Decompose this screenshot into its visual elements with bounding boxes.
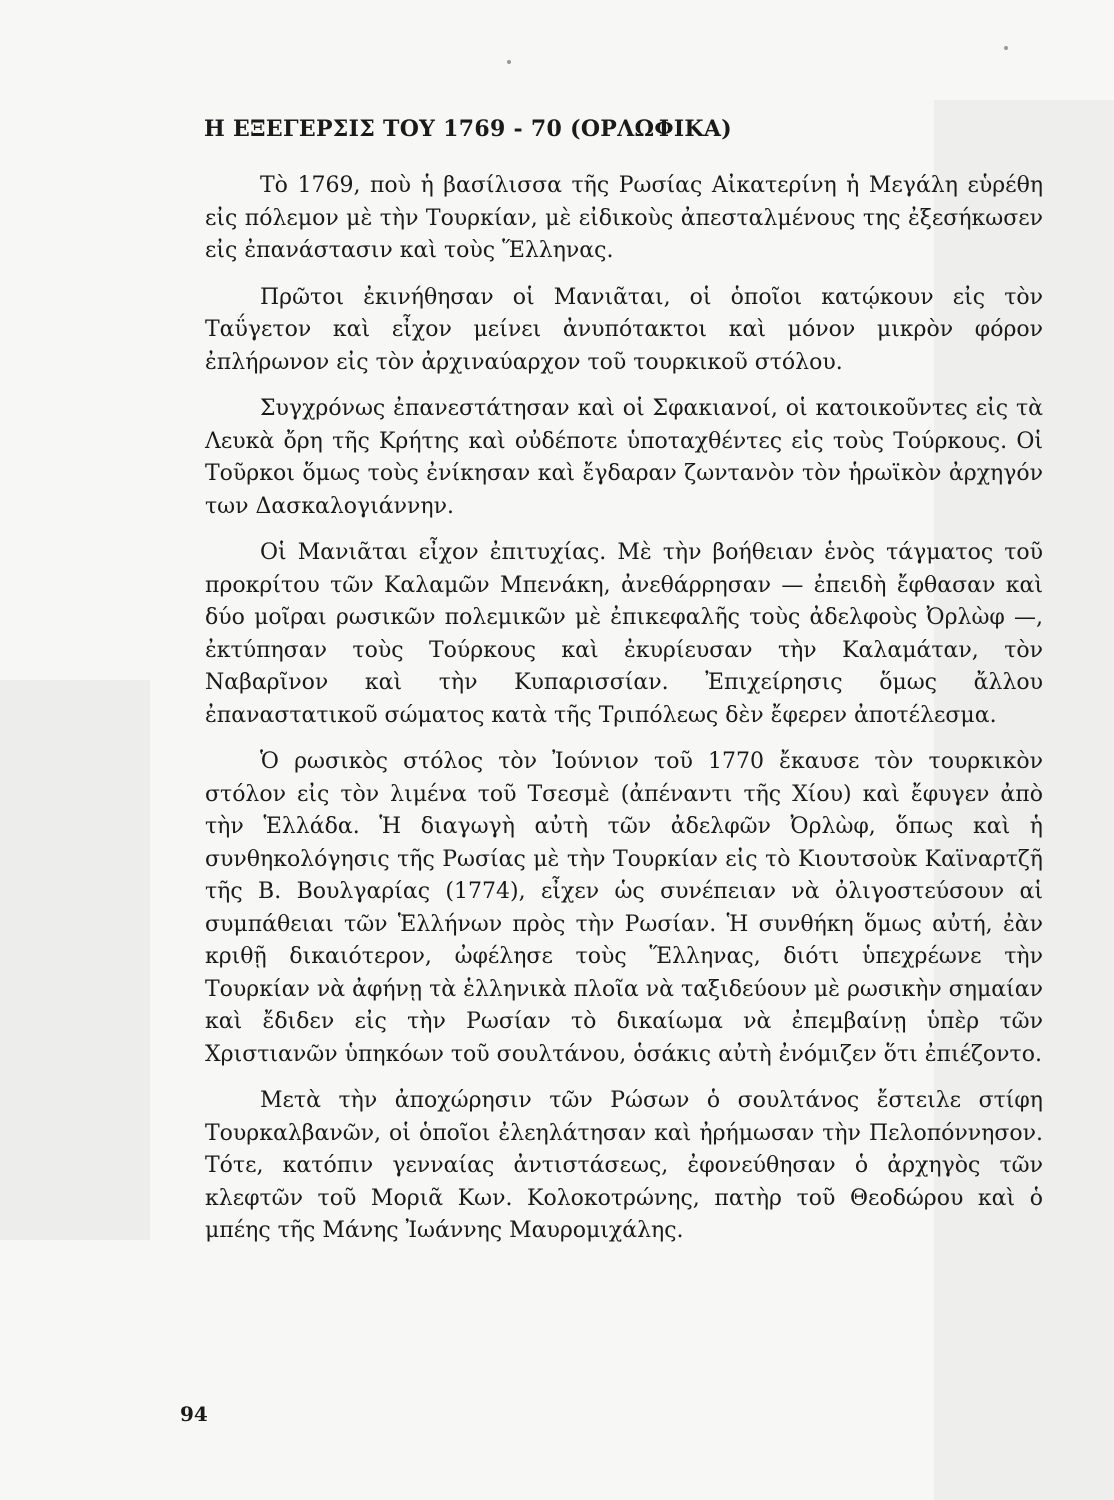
body-text (205, 170, 1043, 1262)
page-title: Η ΕΞΕΓΕΡΣΙΣ ΤΟΥ 1769 - 70 (ΟΡΛΩΦΙΚΑ) (204, 116, 732, 142)
show-through-shadow (0, 680, 150, 1240)
paragraph: Τὸ 1769, ποὺ ἡ βασίλισσα τῆς Ρωσίας Αἰκατερίνη ἡ Μεγάλη εὑρέθη εἰς πόλεμον μὲ τὴν Τουρκίαν, μὲ εἰδικοὺς ἀπεσταλμένους της ἐξεσήκωσεν εἰς ἐπανάστασιν καὶ τοὺς Ἕλληνας. (205, 173, 1043, 263)
paragraph: Συγχρόνως ἐπανεστάτησαν καὶ οἱ Σφακιανοί, οἱ κατοικοῦντες εἰς τὰ Λευκὰ ὄρη τῆς Κρήτης καὶ οὐδέποτε ὑποταχθέντες εἰς τοὺς Τούρκους. Οἱ Τοῦρκοι ὅμως τοὺς ἐνίκησαν καὶ ἔγδαραν ζωντανὸν τὸν ἡρωϊκὸν ἀρχηγόν των Δασκαλογιάννην. (205, 396, 1043, 519)
paragraph: Μετὰ τὴν ἀποχώρησιν τῶν Ρώσων ὁ σουλτάνος ἔστειλε στίφη Τουρκαλβανῶν, οἱ ὁποῖοι ἐλεηλάτησαν καὶ ἠρήμωσαν τὴν Πελοπόννησον. Τότε, κατόπιν γενναίας ἀντιστάσεως, ἐφονεύθησαν ὁ ἀρχηγὸς τῶν κλεφτῶν τοῦ Μοριᾶ Κων. Κολοκοτρώνης, πατὴρ τοῦ Θεοδώρου καὶ ὁ μπέης τῆς Μάνης Ἰωάννης Μαυρομιχάλης. (205, 1088, 1043, 1243)
paragraph: Ὁ ρωσικὸς στόλος τὸν Ἰούνιον τοῦ 1770 ἔκαυσε τὸν τουρκικὸν στόλον εἰς τὸν λιμένα τοῦ Τσεσμὲ (ἀπέναντι τῆς Χίου) καὶ ἔφυγεν ἀπὸ τὴν Ἑλλάδα. Ἡ διαγωγὴ αὐτὴ τῶν ἀδελφῶν Ὀρλὼφ, ὅπως καὶ ἡ συνθηκολόγησις τῆς Ρωσίας μὲ τὴν Τουρκίαν εἰς τὸ Κιουτσοὺκ Καϊναρτζῆ τῆς Β. Βουλγαρίας (1774), εἶχεν ὡς συνέπειαν νὰ ὀλιγοστεύσουν αἱ συμπάθειαι τῶν Ἑλλήνων πρὸς τὴν Ρωσίαν. Ἡ συνθήκη ὅμως αὐτή, ἐὰν κριθῇ δικαιότερον, ὠφέλησε τοὺς Ἕλληνας, διότι ὑπεχρέωνε τὴν Τουρκίαν νὰ ἀφήνῃ τὰ ἑλληνικὰ πλοῖα νὰ ταξιδεύουν μὲ ρωσικὴν σημαίαν καὶ ἔδιδεν εἰς τὴν Ρωσίαν τὸ δικαίωμα νὰ ἐπεμβαίνῃ ὑπὲρ τῶν Χριστιανῶν ὑπηκόων τοῦ σουλτάνου, ὁσάκις αὐτὴ ἐνόμιζεν ὅτι ἐπιέζοντο. (205, 749, 1043, 1067)
scan-speck (507, 60, 511, 64)
page-number: 94 (180, 1402, 208, 1426)
paragraph: Οἱ Μανιᾶται εἶχον ἐπιτυχίας. Μὲ τὴν βοήθειαν ἑνὸς τάγματος τοῦ προκρίτου τῶν Καλαμῶν Μπενάκη, ἀνεθάρρησαν — ἐπειδὴ ἔφθασαν καὶ δύο μοῖραι ρωσικῶν πολεμικῶν μὲ ἐπικεφαλῆς τοὺς ἀδελφοὺς Ὀρλὼφ —, ἐκτύπησαν τοὺς Τούρκους καὶ ἐκυρίευσαν τὴν Καλαμάταν, τὸν Ναβαρῖνον καὶ τὴν Κυπαρισσίαν. Ἐπιχείρησις ὅμως ἄλλου ἐπαναστατικοῦ σώματος κατὰ τῆς Τριπόλεως δὲν ἔφερεν ἀποτέλεσμα. (205, 540, 1043, 728)
paragraph: Πρῶτοι ἐκινήθησαν οἱ Μανιᾶται, οἱ ὁποῖοι κατῴκουν εἰς τὸν Ταΰγετον καὶ εἶχον μείνει ἀνυπότακτοι καὶ μόνον μικρὸν φόρον ἐπλήρωνον εἰς τὸν ἀρχιναύαρχον τοῦ τουρκικοῦ στόλου. (205, 284, 1043, 375)
scan-speck (1004, 46, 1008, 50)
